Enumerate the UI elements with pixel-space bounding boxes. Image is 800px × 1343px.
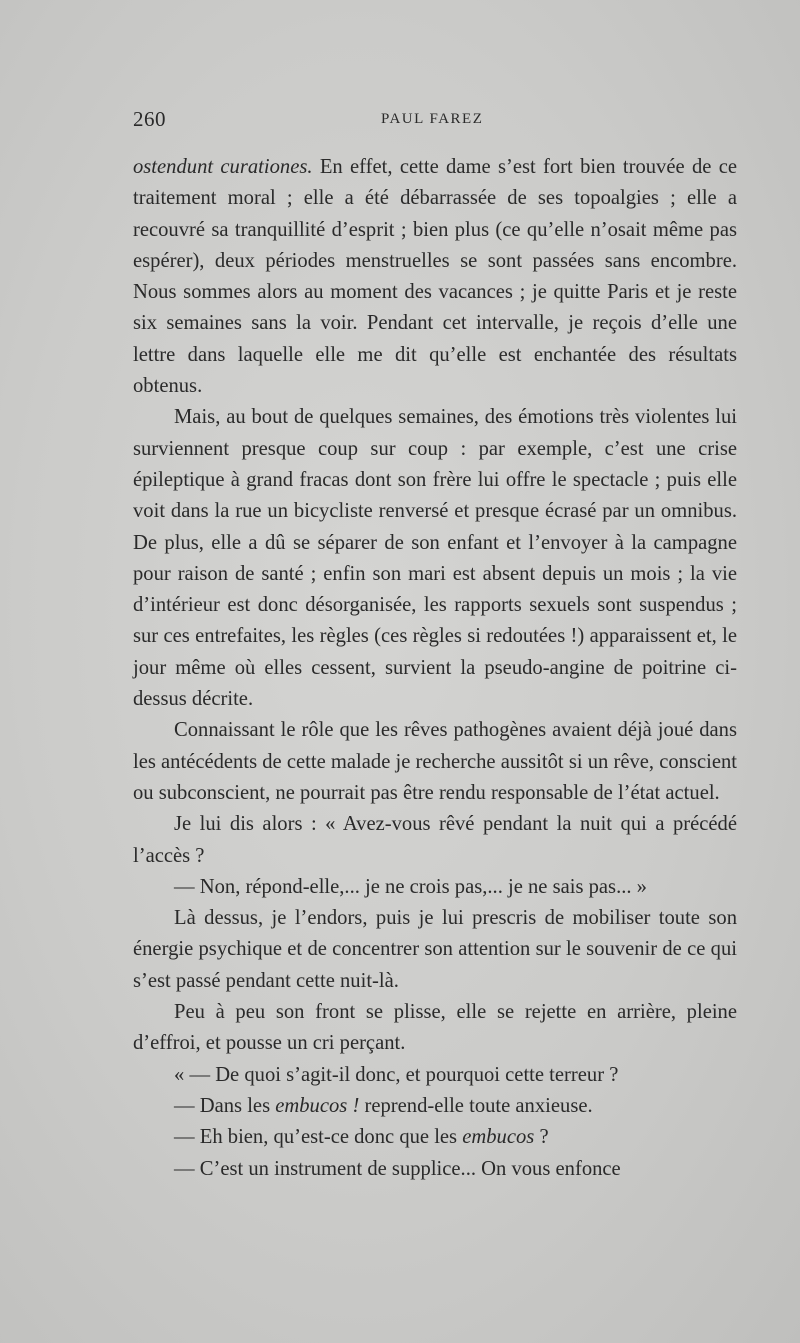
running-head: PAUL FAREZ (381, 111, 484, 127)
paragraph-7: Peu à peu son front se plisse, elle se rejette en arrière, pleine d’effroi, et pousse un cri perçant. (133, 1001, 737, 1055)
paragraph-3: Connaissant le rôle que les rêves pathogènes avaient déjà joué dans les antécédents de cette malade je recherche aussitôt si un rêve, conscient ou subconscient, ne pourrait pas être rendu responsable de l’état actuel. (133, 719, 737, 804)
paragraph-6: Là dessus, je l’endors, puis je lui prescris de mobiliser toute son énergie psychique et de concentrer son attention sur le souvenir de ce qui s’est passé pendant cette nuit-là. (133, 907, 737, 992)
italic-word: embucos (462, 1126, 535, 1149)
page-header (133, 107, 735, 135)
body-text (133, 152, 737, 1185)
paragraph-9: — Dans les embucos ! reprend-elle toute anxieuse. (174, 1094, 593, 1117)
paragraph-4: Je lui dis alors : « Avez-vous rêvé pendant la nuit qui a précédé l’accès ? (133, 813, 737, 867)
italic-word: embucos ! (275, 1094, 360, 1117)
paragraph-5: — Non, répond-elle,... je ne crois pas,... je ne sais pas... » (174, 875, 647, 898)
paragraph-11: — C’est un instrument de supplice... On vous enfonce (174, 1157, 621, 1180)
paragraph-1: ostendunt curationes. En effet, cette dame s’est fort bien trouvée de ce traitement moral ; elle a été débarrassée de ses topoalgies ; elle a recouvré sa tranquillité d’esprit ; bien plus (ce qu’elle n’osait même pas espérer), deux périodes menstruelles se sont passées sans encombre. Nous sommes alors au moment des vacances ; je quitte Paris et je reste six semaines sans la voir. Pendant cet intervalle, je reçois d’elle une lettre dans laquelle elle me dit qu’elle est enchantée des résultats obtenus. (133, 156, 737, 398)
page-number: 260 (133, 107, 166, 131)
paragraph-8: « — De quoi s’agit-il donc, et pourquoi cette terreur ? (174, 1063, 619, 1086)
paragraph-2: Mais, au bout de quelques semaines, des émotions très violentes lui surviennent presque coup sur coup : par exemple, c’est une crise épileptique à grand fracas dont son frère lui offre le spectacle ; puis elle voit dans la rue un bicycliste renversé et presque écrasé par un omnibus. De plus, elle a dû se séparer de son enfant et l’envoyer à la campagne pour raison de santé ; enfin son mari est absent depuis un mois ; la vie d’intérieur est donc désorganisée, les rapports sexuels sont suspendus ; sur ces entrefaites, les règles (ces règles si redoutées !) apparaissent et, le jour même où elles cessent, survient la pseudo-angine de poitrine ci-dessus décrite. (133, 406, 737, 711)
paragraph-10: — Eh bien, qu’est-ce donc que les embucos ? (174, 1126, 549, 1149)
latin-phrase: ostendunt curationes. (133, 156, 313, 178)
